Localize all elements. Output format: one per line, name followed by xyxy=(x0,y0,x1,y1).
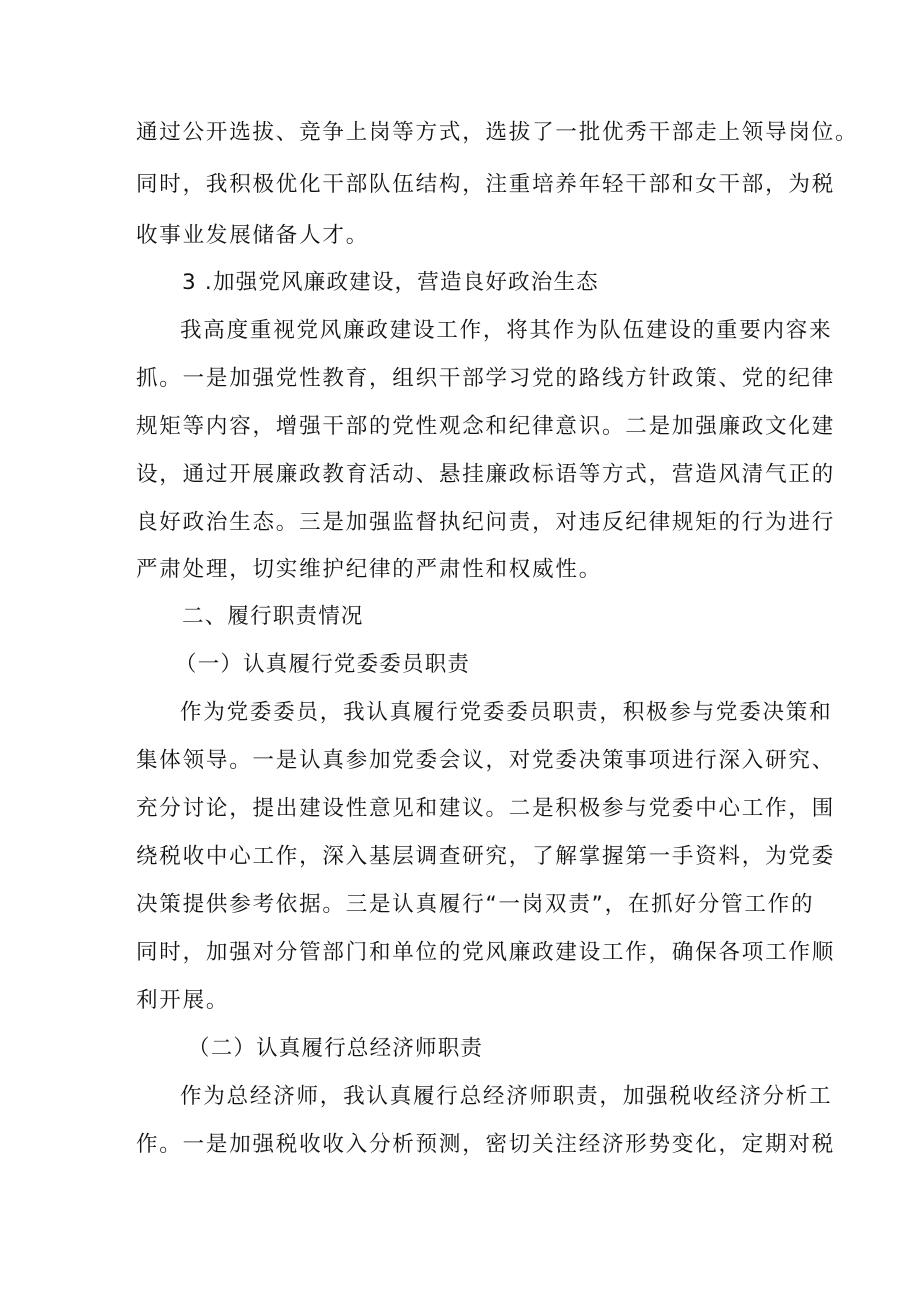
text-line: 决策提供参考依据。三是认真履行“一岗双责”，在抓好分管工作的 xyxy=(136,892,815,917)
text-line: 集体领导。一是认真参加党委会议，对党委决策事项进行深入研究、 xyxy=(136,748,836,773)
text-line: 良好政治生态。三是加强监督执纪问责，对违反纪律规矩的行为进行 xyxy=(136,510,836,535)
text-line: 利开展。 xyxy=(136,988,230,1013)
text-line: 作为总经济师，我认真履行总经济师职责，加强税收经济分析工 xyxy=(180,1084,833,1109)
text-line: 同时，加强对分管部门和单位的党风廉政建设工作，确保各项工作顺 xyxy=(136,940,836,965)
text-line: 绕税收中心工作，深入基层调查研究，了解掌握第一手资料，为党委 xyxy=(136,844,836,869)
text-line: 充分讨论，提出建设性意见和建议。二是积极参与党委中心工作，围 xyxy=(136,796,836,821)
section-heading: 二、履行职责情况 xyxy=(182,604,364,629)
subsection-heading: （二）认真履行总经济师职责 xyxy=(188,1036,484,1061)
text-line: 设，通过开展廉政教育活动、悬挂廉政标语等方式，营造风清气正的 xyxy=(136,462,836,487)
text-line: 作。一是加强税收收入分析预测，密切关注经济形势变化，定期对税 xyxy=(136,1132,836,1157)
text-line: 通过公开选拔、竞争上岗等方式，选拔了一批优秀干部走上领导岗位。 xyxy=(136,120,859,145)
text-line: 作为党委委员，我认真履行党委委员职责，积极参与党委决策和 xyxy=(180,700,833,725)
text-line: 同时，我积极优化干部队伍结构，注重培养年轻干部和女干部，为税 xyxy=(136,172,836,197)
text-line: 抓。一是加强党性教育，组织干部学习党的路线方针政策、党的纪律 xyxy=(136,366,836,391)
section-heading: 3 .加强党风廉政建设，营造良好政治生态 xyxy=(182,270,599,295)
text-line: 我高度重视党风廉政建设工作，将其作为队伍建设的重要内容来 xyxy=(180,318,833,343)
subsection-heading: （一）认真履行党委委员职责 xyxy=(175,652,471,677)
text-line: 收事业发展储备人才。 xyxy=(136,223,370,248)
text-line: 严肃处理，切实维护纪律的严肃性和权威性。 xyxy=(136,557,603,582)
text-line: 规矩等内容，增强干部的党性观念和纪律意识。二是加强廉政文化建 xyxy=(136,414,836,439)
